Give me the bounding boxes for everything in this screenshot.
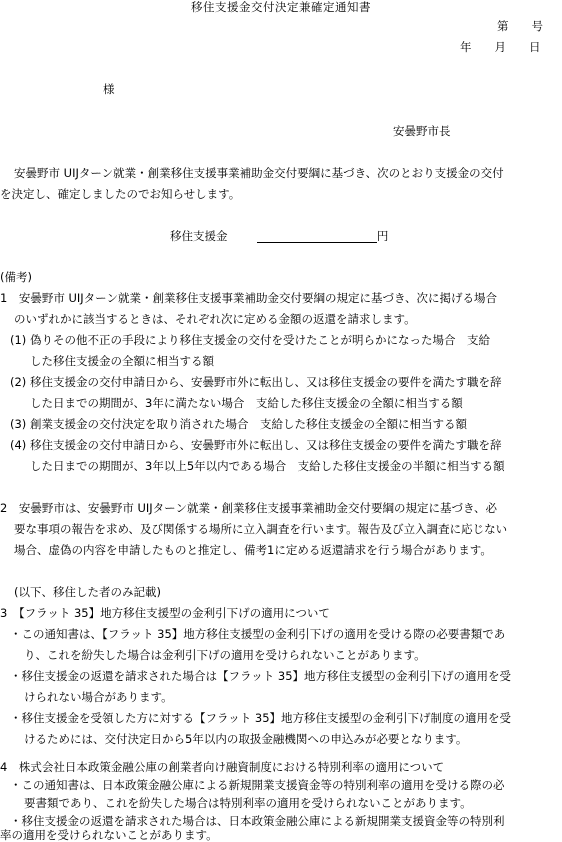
note-line: した日までの期間が、3年以上5年以内である場合 支給した移住支援金の半額に相当する額 [30, 459, 505, 473]
note-line: (3) 創業支援金の交付決定を取り消された場合 支給した移住支援金の全額に相当する額 [10, 417, 467, 431]
note-line: 1 安曇野市 UIJターン就業・創業移住支援事業補助金交付要綱の規定に基づき、次に掲げる場合 [0, 291, 497, 305]
note-line: (以下、移住した者のみ記載) [14, 585, 161, 599]
note-line: り、これを紛失した場合は金利引下げの適用を受けられないことがあります。 [24, 648, 426, 662]
amount-blank [257, 230, 377, 243]
note-line: 2 安曇野市は、安曇野市 UIJターン就業・創業移住支援事業補助金交付要綱の規定に基づき、必 [0, 501, 497, 515]
intro-line-1: 安曇野市 UIJターン就業・創業移住支援事業補助金交付要綱に基づき、次のとおり支援金の交付 [14, 166, 504, 180]
note-line: ・移住支援金の返還を請求された場合は、日本政策金融公庫による新規開業支援資金等の特別利 [10, 814, 505, 828]
note-line: ・この通知書は、日本政策金融公庫による新規開業支援資金等の特別利率の適用を受ける際の必 [10, 778, 505, 792]
document-number: 第 号 [497, 19, 543, 33]
note-line: 4 株式会社日本政策金融公庫の創業者向け融資制度における特別利率の適用について [0, 760, 445, 774]
note-line: ・この通知書は、【フラット 35】地方移住支援型の金利引下げの適用を受ける際の必要書類であ [10, 627, 506, 641]
amount-row [170, 229, 388, 243]
note-line: した移住支援金の全額に相当する額 [30, 354, 214, 368]
amount-unit: 円 [376, 229, 389, 243]
addressee: 様 [103, 82, 115, 96]
note-line: 要書類であり、これを紛失した場合は特別利率の適用を受けられないことがあります。 [24, 796, 472, 810]
note-line: (2) 移住支援金の交付申請日から、安曇野市外に転出し、又は移住支援金の要件を満たす職を辞 [10, 375, 502, 389]
amount-label: 移住支援金 [170, 229, 228, 243]
note-line: (1) 偽りその他不正の手段により移住支援金の交付を受けたことが明らかになった場合 支給 [10, 333, 490, 347]
document-title: 移住支援金交付決定兼確定通知書 [191, 0, 371, 14]
notes-heading: (備考) [0, 270, 32, 284]
note-line: けられない場合があります。 [24, 690, 173, 704]
note-line: ・移住支援金の返還を請求された場合は【フラット 35】地方移住支援型の金利引下げの適用を受 [10, 669, 512, 683]
note-line: ・移住支援金を受領した方に対する【フラット 35】地方移住支援型の金利引下げ制度の適用を受 [10, 711, 512, 725]
note-line: 要な事項の報告を求め、及び関係する場所に立入調査を行います。報告及び立入調査に応じない [14, 522, 508, 536]
note-line: した日までの期間が、3年に満たない場合 支給した移住支援金の全額に相当する額 [30, 396, 463, 410]
intro-line-2: を決定し、確定しましたのでお知らせします。 [0, 187, 241, 201]
note-line: 場合、虚偽の内容を申請したものと推定し、備考1に定める返還請求を行う場合があります。 [14, 543, 492, 557]
note-line: のいずれかに該当するときは、それぞれ次に定める金額の返還を請求します。 [14, 312, 416, 326]
note-line: けるためには、交付決定日から5年以内の取扱金融機関への申込みが必要となります。 [24, 732, 468, 746]
issuer: 安曇野市長 [393, 124, 451, 138]
note-line: 率の適用を受けられないことがあります。 [0, 828, 218, 842]
document-date: 年 月 日 [460, 40, 541, 54]
note-line: (4) 移住支援金の交付申請日から、安曇野市外に転出し、又は移住支援金の要件を満たす職を辞 [10, 438, 502, 452]
note-line: 3 【フラット 35】地方移住支援型の金利引下げの適用について [0, 606, 330, 620]
